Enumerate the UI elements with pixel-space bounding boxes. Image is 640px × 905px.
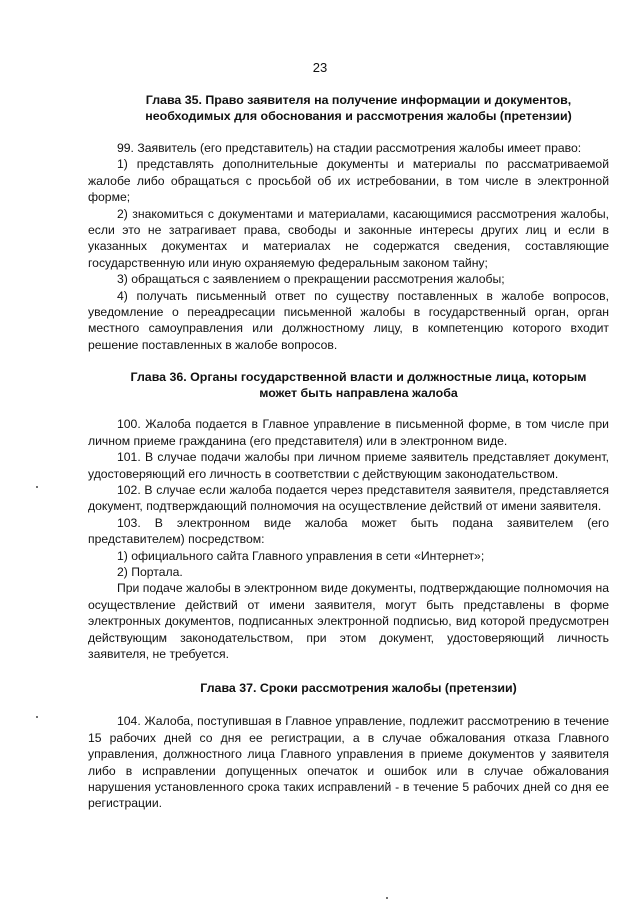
document-body bbox=[88, 92, 609, 812]
paragraph-100: 100. Жалоба подается в Главное управление в письменной форме, в том числе при личном приеме гражданина (его представителя) или в электронном виде. bbox=[88, 417, 609, 448]
paragraph-103: 103. В электронном виде жалоба может быть подана заявителем (его представителем) посредством: bbox=[88, 515, 609, 547]
paragraph-99-item-4: 4) получать письменный ответ по существу поставленных в жалобе вопросов, уведомление о переадресации письменной жалобы в государственный орган, орган местного самоуправления или должностному лицу, в компетенцию которого входит решение поставленных в жалобе вопросов. bbox=[88, 288, 609, 352]
scan-speck bbox=[386, 897, 388, 899]
chapter-36-heading: Глава 36. Органы государственной власти и должностные лица, которым может быть направлена жалоба bbox=[130, 370, 587, 401]
paragraph-103-note: При подаче жалобы в электронном виде документы, подтверждающие полномочия на осуществление действий от имени заявителя, могут быть представлены в форме электронных документов, подписанных электронной подписью, вид которой предусмотрен действующим законодательством, при этом документ, удостоверяющий личность заявителя, не требуется. bbox=[88, 581, 609, 661]
chapter-37-heading: Глава 37. Сроки рассмотрения жалобы (претензии) bbox=[200, 681, 517, 696]
chapter-35-heading: Глава 35. Право заявителя на получение информации и документов, необходимых для обоснования и рассмотрения жалобы (претензии) bbox=[145, 93, 572, 123]
page-number: 23 bbox=[312, 60, 328, 75]
scan-speck bbox=[36, 486, 38, 488]
paragraph-99-item-2: 2) знакомиться с документами и материалами, касающимися рассмотрения жалобы, если это не затрагивает права, свободы и законные интересы других лиц и если в указанных документах и материалах не содержатся сведения, составляющие государственную или иную охраняемую федеральным законом тайну; bbox=[88, 206, 609, 270]
scan-speck bbox=[36, 716, 38, 718]
paragraph-103-item-2: 2) Портала. bbox=[117, 564, 183, 579]
paragraph-99: 99. Заявитель (его представитель) на стадии рассмотрения жалобы имеет право: bbox=[117, 141, 582, 155]
paragraph-102: 102. В случае если жалоба подается через представителя заявителя, представляется документ, подтверждающий полномочия на осуществление действий от имени заявителя. bbox=[88, 482, 609, 514]
paragraph-103-item-1: 1) официального сайта Главного управления в сети «Интернет»; bbox=[117, 548, 485, 563]
paragraph-99-item-3: 3) обращаться с заявлением о прекращении рассмотрения жалобы; bbox=[117, 272, 505, 287]
paragraph-101: 101. В случае подачи жалобы при личном приеме заявитель представляет документ, удостоверяющий его личность в соответствии с действующим законодательством. bbox=[88, 450, 609, 481]
paragraph-104: 104. Жалоба, поступившая в Главное управление, подлежит рассмотрению в течение 15 рабочих дней со дня ее регистрации, а в случае обжалования отказа Главного управления, должностного лица Главного управления в приеме документов у заявителя либо в исправлении допущенных опечаток и ошибок или в случае обжалования нарушения установленного срока таких исправлений - в течение 5 рабочих дней со дня ее регистрации. bbox=[88, 714, 609, 811]
paragraph-99-item-1: 1) представлять дополнительные документы и материалы по рассматриваемой жалобе либо обращаться с просьбой об их истребовании, в том числе в электронной форме; bbox=[88, 157, 609, 205]
